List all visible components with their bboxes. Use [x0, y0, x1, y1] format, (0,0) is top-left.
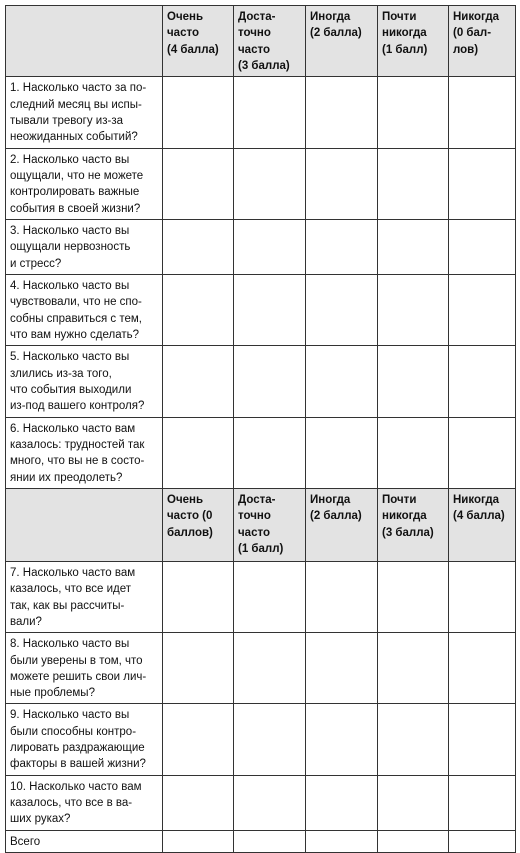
answer-cell[interactable] — [306, 274, 378, 345]
question-row — [6, 77, 516, 148]
question-row — [6, 704, 516, 775]
question-text: 5. Насколько часто вы злились из-за того, что события выходили из-под вашего контроля? — [6, 346, 163, 417]
column-header: Иногда (2 балла) — [306, 488, 378, 561]
total-cell[interactable] — [163, 830, 234, 852]
answer-cell[interactable] — [378, 561, 449, 632]
question-text: 10. Насколько часто вам казалось, что все в ва- ших руках? — [6, 775, 163, 830]
header-blank-cell — [6, 488, 163, 561]
question-row — [6, 148, 516, 219]
answer-cell[interactable] — [378, 274, 449, 345]
answer-cell[interactable] — [449, 775, 516, 830]
answer-cell[interactable] — [306, 77, 378, 148]
answer-cell[interactable] — [378, 704, 449, 775]
answer-cell[interactable] — [163, 417, 234, 488]
answer-cell[interactable] — [163, 274, 234, 345]
answer-cell[interactable] — [163, 148, 234, 219]
column-header: Очень часто (4 балла) — [163, 6, 234, 77]
answer-cell[interactable] — [449, 219, 516, 274]
column-header: Очень часто (0 баллов) — [163, 488, 234, 561]
question-text: 3. Насколько часто вы ощущали нервозность и стресс? — [6, 219, 163, 274]
answer-cell[interactable] — [449, 346, 516, 417]
answer-cell[interactable] — [306, 775, 378, 830]
answer-cell[interactable] — [378, 417, 449, 488]
question-text: 4. Насколько часто вы чувствовали, что не спо- собны справиться с тем, что вам нужно сделать? — [6, 274, 163, 345]
column-header: Доста- точно часто (3 балла) — [234, 6, 306, 77]
column-header: Иногда (2 балла) — [306, 6, 378, 77]
answer-cell[interactable] — [378, 219, 449, 274]
question-row — [6, 775, 516, 830]
question-row — [6, 417, 516, 488]
answer-cell[interactable] — [163, 219, 234, 274]
column-header: Доста- точно часто (1 балл) — [234, 488, 306, 561]
question-row — [6, 633, 516, 704]
question-row — [6, 561, 516, 632]
answer-cell[interactable] — [449, 704, 516, 775]
question-text: 7. Насколько часто вам казалось, что все идет так, как вы рассчиты- вали? — [6, 561, 163, 632]
column-header: Почти никогда (3 балла) — [378, 488, 449, 561]
answer-cell[interactable] — [306, 704, 378, 775]
answer-cell[interactable] — [306, 148, 378, 219]
answer-cell[interactable] — [378, 77, 449, 148]
column-header: Никогда (4 балла) — [449, 488, 516, 561]
answer-cell[interactable] — [234, 77, 306, 148]
total-cell[interactable] — [234, 830, 306, 852]
total-cell[interactable] — [449, 830, 516, 852]
question-text: 6. Насколько часто вам казалось: трудностей так много, что вы не в состо- янии их преодолеть? — [6, 417, 163, 488]
answer-cell[interactable] — [234, 775, 306, 830]
answer-cell[interactable] — [449, 561, 516, 632]
answer-cell[interactable] — [449, 274, 516, 345]
answer-cell[interactable] — [449, 148, 516, 219]
answer-cell[interactable] — [306, 219, 378, 274]
answer-cell[interactable] — [163, 77, 234, 148]
answer-cell[interactable] — [234, 417, 306, 488]
answer-cell[interactable] — [449, 417, 516, 488]
answer-cell[interactable] — [306, 633, 378, 704]
answer-cell[interactable] — [234, 346, 306, 417]
total-cell[interactable] — [378, 830, 449, 852]
answer-cell[interactable] — [163, 633, 234, 704]
header1-row — [6, 6, 516, 77]
answer-cell[interactable] — [234, 633, 306, 704]
answer-cell[interactable] — [234, 274, 306, 345]
answer-cell[interactable] — [163, 561, 234, 632]
stress-survey-table — [5, 5, 516, 853]
answer-cell[interactable] — [163, 704, 234, 775]
answer-cell[interactable] — [234, 148, 306, 219]
question-text: 8. Насколько часто вы были уверены в том, что можете решить свои лич- ные проблемы? — [6, 633, 163, 704]
header-blank-cell — [6, 6, 163, 77]
answer-cell[interactable] — [306, 417, 378, 488]
question-row — [6, 346, 516, 417]
answer-cell[interactable] — [449, 77, 516, 148]
answer-cell[interactable] — [378, 633, 449, 704]
answer-cell[interactable] — [306, 346, 378, 417]
answer-cell[interactable] — [163, 346, 234, 417]
question-text: 9. Насколько часто вы были способны контро- лировать раздражающие факторы в вашей жизни? — [6, 704, 163, 775]
answer-cell[interactable] — [234, 561, 306, 632]
column-header: Никогда (0 бал- лов) — [449, 6, 516, 77]
question-text: 1. Насколько часто за по- следний месяц вы испы- тывали тревогу из-за неожиданных событий? — [6, 77, 163, 148]
answer-cell[interactable] — [234, 704, 306, 775]
answer-cell[interactable] — [234, 219, 306, 274]
column-header: Почти никогда (1 балл) — [378, 6, 449, 77]
total-cell[interactable] — [306, 830, 378, 852]
answer-cell[interactable] — [449, 633, 516, 704]
total-row — [6, 830, 516, 852]
total-label: Всего — [6, 830, 163, 852]
answer-cell[interactable] — [378, 346, 449, 417]
answer-cell[interactable] — [378, 148, 449, 219]
answer-cell[interactable] — [378, 775, 449, 830]
question-row — [6, 274, 516, 345]
question-text: 2. Насколько часто вы ощущали, что не можете контролировать важные события в своей жизни? — [6, 148, 163, 219]
answer-cell[interactable] — [306, 561, 378, 632]
answer-cell[interactable] — [163, 775, 234, 830]
header2-row — [6, 488, 516, 561]
question-row — [6, 219, 516, 274]
